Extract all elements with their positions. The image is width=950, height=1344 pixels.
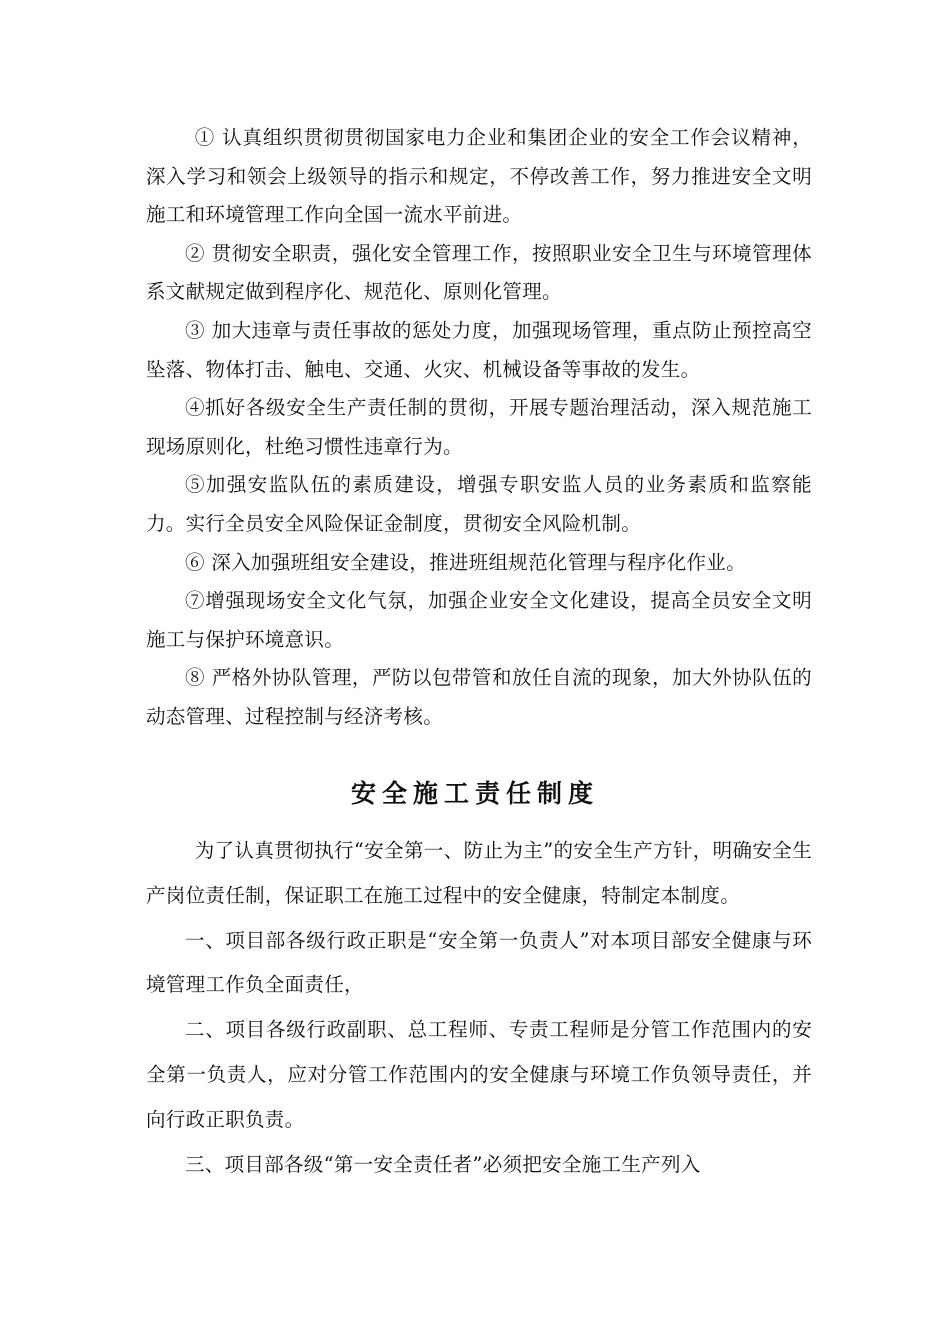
body-paragraph: 为了认真贯彻执行“安全第一、防止为主”的安全生产方针，明确安全生产岗位责任制，保证职工在施工过程中的安全健康，特制定本制度。 <box>146 839 812 907</box>
list-item: ④抓好各级安全生产责任制的贯彻，开展专题治理活动，深入规范施工现场原则化，杜绝习惯性违章行为。 <box>146 396 812 458</box>
section-title: 安全施工责任制度 <box>350 779 599 808</box>
measures-list <box>146 119 812 737</box>
list-item: ⑧ 严格外协队管理，严防以包带管和放任自流的现象，加大外协队伍的动态管理、过程控制与经济考核。 <box>146 666 812 728</box>
list-item: ① 认真组织贯彻贯彻国家电力企业和集团企业的安全工作会议精神，深入学习和领会上级领导的指示和规定，不停改善工作，努力推进安全文明施工和环境管理工作向全国一流水平前进。 <box>146 126 812 227</box>
body-paragraph: 三、项目部各级“第一安全责任者”必须把安全施工生产列入 <box>185 1152 701 1176</box>
body-paragraph: 二、项目各级行政副职、总工程师、专责工程师是分管工作范围内的安全第一负责人，应对分管工作范围内的安全健康与环境工作负领导责任，并向行政正职负责。 <box>146 1018 812 1131</box>
list-item: ⑦增强现场安全文化气氛，加强企业安全文化建设，提高全员安全文明施工与保护环境意识。 <box>146 589 812 651</box>
body-paragraph: 一、项目部各级行政正职是“安全第一负责人”对本项目部安全健康与环境管理工作负全面责任， <box>146 928 812 997</box>
list-item: ③ 加大违章与责任事故的惩处力度，加强现场管理，重点防止预控高空坠落、物体打击、触电、交通、火灾、机械设备等事故的发生。 <box>146 318 812 381</box>
list-item: ② 贯彻安全职责，强化安全管理工作，按照职业安全卫生与环境管理体系文献规定做到程序化、规范化、原则化管理。 <box>146 241 812 304</box>
list-item: ⑥ 深入加强班组安全建设，推进班组规范化管理与程序化作业。 <box>185 550 746 574</box>
section-body <box>146 829 812 1187</box>
list-item: ⑤加强安监队伍的素质建设，增强专职安监人员的业务素质和监察能力。实行全员安全风险保证金制度，贯彻安全风险机制。 <box>146 473 812 535</box>
